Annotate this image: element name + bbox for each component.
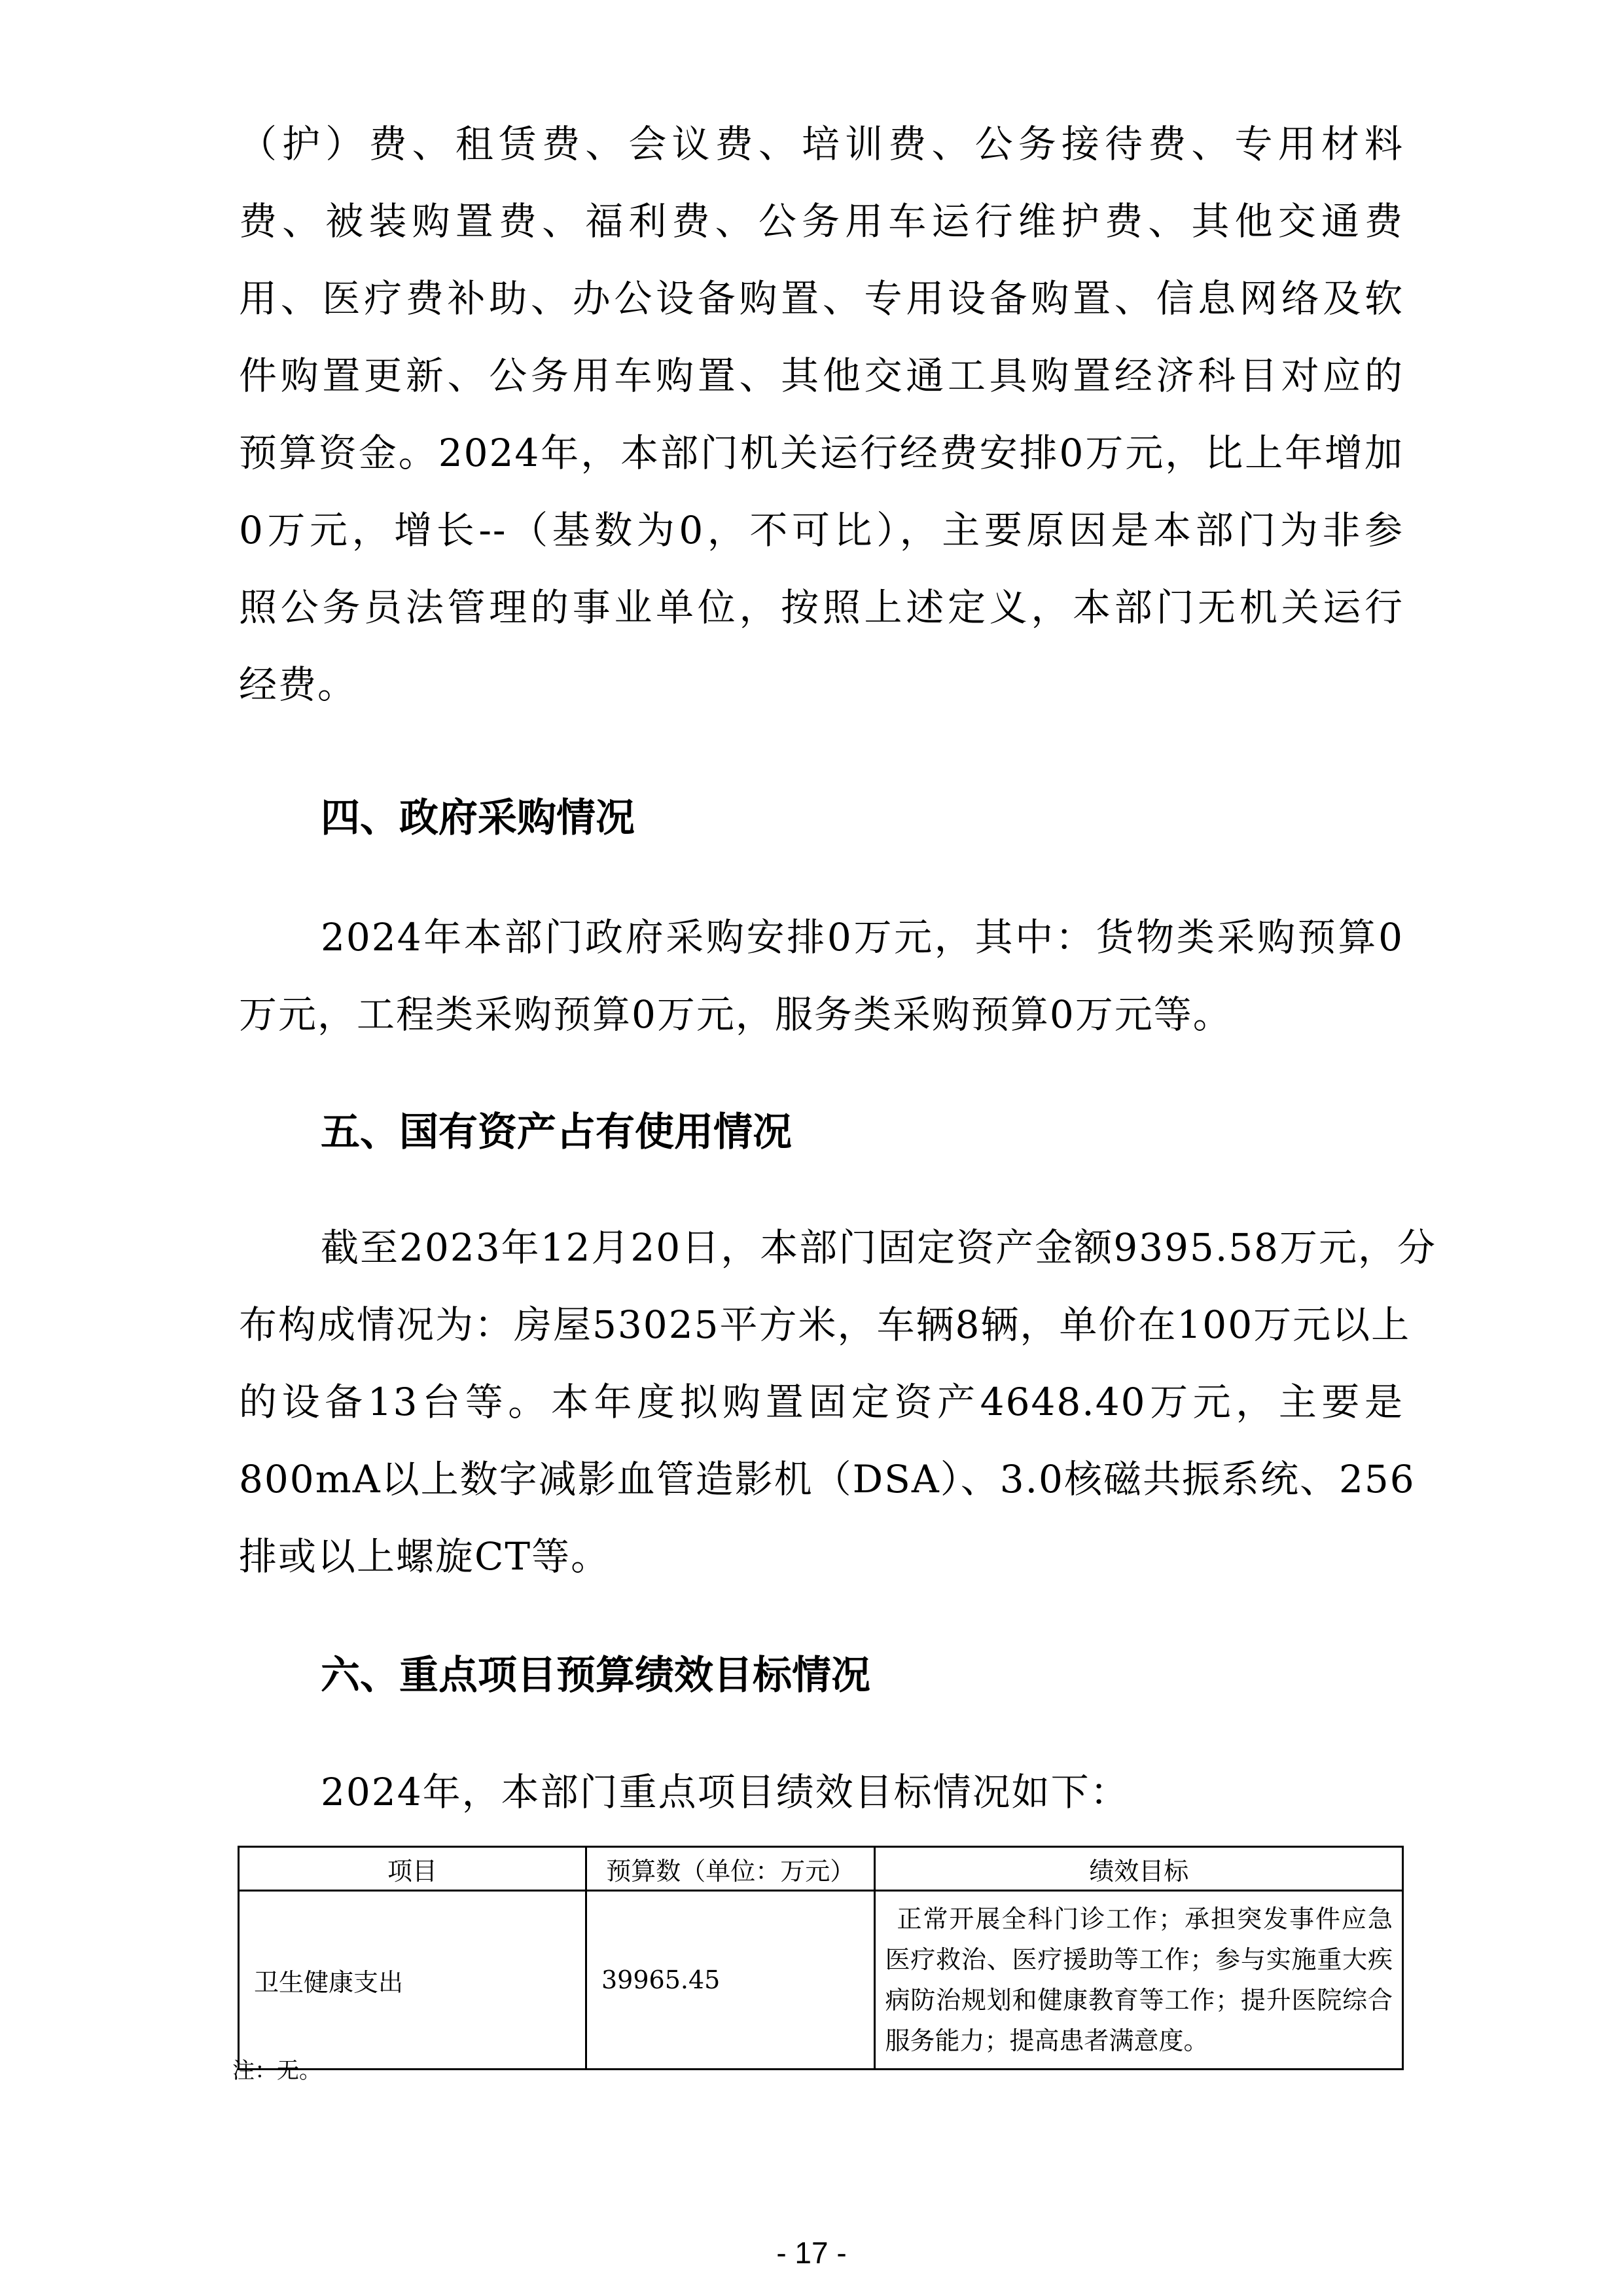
paragraph-line: 预算资金。2024年，本部门机关运行经费安排0万元，比上年增加 (239, 431, 1404, 475)
paragraph-line: 的设备13台等。本年度拟购置固定资产4648.40万元，主要是 (239, 1380, 1404, 1424)
performance-table (238, 1846, 1404, 2070)
paragraph-line: 经费。 (239, 662, 357, 707)
table-cell-item: 卫生健康支出 (239, 1891, 586, 2070)
paragraph-line: （护）费、租赁费、会议费、培训费、公务接待费、专用材料 (239, 122, 1404, 166)
paragraph-line: 2024年本部门政府采购安排0万元，其中：货物类采购预算0 (321, 915, 1404, 960)
paragraph-line: 布构成情况为：房屋53025平方米，车辆8辆，单价在100万元以上 (239, 1302, 1411, 1347)
section-heading-assets: 五、国有资产占有使用情况 (321, 1109, 792, 1155)
paragraph-line: 件购置更新、公务用车购置、其他交通工具购置经济科目对应的 (239, 353, 1404, 398)
table-header-target: 绩效目标 (875, 1847, 1403, 1891)
table-cell-amount: 39965.45 (586, 1891, 874, 2070)
paragraph-line: 0万元，增长--（基数为0，不可比），主要原因是本部门为非参 (239, 508, 1404, 552)
paragraph-line: 万元，工程类采购预算0万元，服务类采购预算0万元等。 (239, 992, 1232, 1037)
paragraph-line: 费、被装购置费、福利费、公务用车运行维护费、其他交通费 (239, 199, 1404, 243)
table-cell-target: 正常开展全科门诊工作；承担突发事件应急医疗救治、医疗援助等工作；参与实施重大疾病防治规划和健康教育等工作；提升医院综合服务能力；提高患者满意度。 (875, 1891, 1403, 2070)
paragraph-line: 800mA以上数字减影血管造影机（DSA）、3.0核磁共振系统、256 (239, 1457, 1416, 1501)
table-header-amount: 预算数（单位：万元） (586, 1847, 874, 1891)
table-header-row (239, 1847, 1403, 1891)
paragraph-line: 截至2023年12月20日，本部门固定资产金额9395.58万元，分 (321, 1225, 1437, 1270)
section-performance-intro: 2024年，本部门重点项目绩效目标情况如下： (321, 1770, 1130, 1814)
paragraph-line: 用、医疗费补助、办公设备购置、专用设备购置、信息网络及软 (239, 276, 1404, 321)
section-heading-procurement: 四、政府采购情况 (321, 795, 635, 841)
table-note: 注：无。 (232, 2058, 321, 2084)
page-number: - 17 - (776, 2236, 847, 2270)
paragraph-line: 照公务员法管理的事业单位，按照上述定义，本部门无机关运行 (239, 585, 1404, 630)
table-row (239, 1891, 1403, 2070)
section-heading-performance: 六、重点项目预算绩效目标情况 (321, 1653, 870, 1698)
table-header-item: 项目 (239, 1847, 586, 1891)
paragraph-line: 排或以上螺旋CT等。 (239, 1534, 611, 1579)
